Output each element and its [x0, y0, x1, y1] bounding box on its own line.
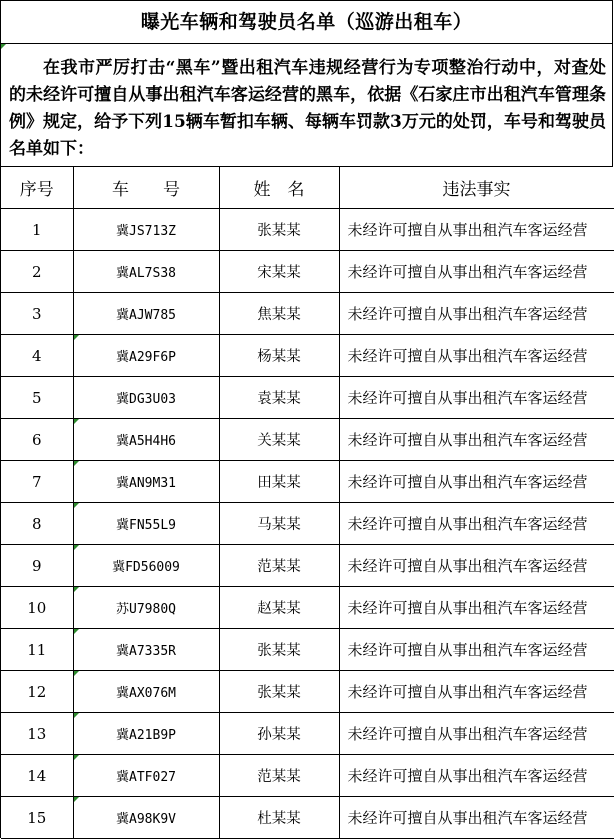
cell-marker: [74, 797, 79, 802]
row-seq: [1, 755, 73, 797]
row-seq-text: 10: [27, 598, 47, 617]
row-driver-name: [219, 293, 339, 335]
row-driver-name: [219, 461, 339, 503]
row-driver-name: [219, 251, 339, 293]
row-plate: [73, 503, 219, 545]
row-driver-name-text: 焦某某: [257, 307, 301, 323]
table-row: [1, 209, 614, 251]
table-row: [1, 671, 614, 713]
row-violation: [339, 335, 614, 377]
row-violation: [339, 797, 614, 839]
row-driver-name-text: 袁某某: [257, 391, 301, 407]
row-seq-text: 1: [31, 220, 42, 239]
row-driver-name-text: 范某某: [257, 559, 301, 575]
row-plate: [73, 797, 219, 839]
row-violation-text: 未经许可擅自从事出租汽车客运经营: [347, 683, 588, 701]
row-driver-name: [219, 503, 339, 545]
row-seq: [1, 209, 73, 251]
row-seq-text: 5: [31, 388, 42, 407]
row-driver-name: [219, 335, 339, 377]
cell-marker: [74, 755, 79, 760]
cell-marker: [74, 713, 79, 718]
row-seq: [1, 293, 73, 335]
row-plate-text: 冀AL7S38: [116, 266, 176, 281]
row-seq-text: 9: [31, 556, 42, 575]
row-violation: [339, 209, 614, 251]
row-driver-name-text: 关某某: [257, 433, 301, 449]
row-driver-name: [219, 629, 339, 671]
row-plate-text: 冀DG3U03: [116, 392, 176, 407]
row-driver-name-text: 宋某某: [257, 265, 301, 281]
row-seq: [1, 713, 73, 755]
row-seq: [1, 797, 73, 839]
intro-text: 在我市严厉打击“黑车”暨出租汽车违规经营行为专项整治行动中，对查处的未经许可擅自从事出租汽车客运经营的黑车，依据《石家庄市出租汽车管理条例》规定，给予下列15辆车暂扣车辆、每辆车罚款3万元的处罚，车号和驾驶员名单如下：: [9, 58, 606, 159]
row-violation: [339, 251, 614, 293]
row-seq-text: 2: [31, 262, 42, 281]
cell-marker: [74, 629, 79, 634]
table-row: [1, 755, 614, 797]
cell-marker: [74, 461, 79, 466]
row-plate: [73, 419, 219, 461]
row-plate: [73, 545, 219, 587]
row-seq-text: 11: [27, 640, 47, 659]
row-plate-text: 冀A98K9V: [116, 812, 176, 827]
table-row: [1, 545, 614, 587]
row-driver-name-text: 杜某某: [257, 811, 301, 827]
table-row: [1, 587, 614, 629]
row-plate-text: 冀JS713Z: [116, 224, 176, 239]
row-plate: [73, 587, 219, 629]
row-driver-name: [219, 587, 339, 629]
vehicle-table: [1, 167, 614, 839]
row-seq-text: 8: [31, 514, 42, 533]
row-violation: [339, 587, 614, 629]
row-plate: [73, 293, 219, 335]
row-violation: [339, 545, 614, 587]
row-violation-text: 未经许可擅自从事出租汽车客运经营: [347, 221, 588, 239]
table-header-row: [1, 167, 614, 209]
row-driver-name-text: 张某某: [257, 685, 301, 701]
row-plate-text: 冀A7335R: [116, 644, 176, 659]
table-row: [1, 797, 614, 839]
row-seq: [1, 377, 73, 419]
row-seq-text: 3: [31, 304, 42, 323]
cell-marker: [74, 419, 79, 424]
row-driver-name-text: 张某某: [257, 643, 301, 659]
row-violation: [339, 713, 614, 755]
row-violation-text: 未经许可擅自从事出租汽车客运经营: [347, 389, 588, 407]
header-seq: 序号: [1, 167, 73, 209]
table-row: [1, 377, 614, 419]
row-violation-text: 未经许可擅自从事出租汽车客运经营: [347, 347, 588, 365]
row-seq: [1, 629, 73, 671]
page-title: 曝光车辆和驾驶员名单（巡游出租车）: [1, 1, 613, 44]
row-violation: [339, 293, 614, 335]
cell-marker: [74, 671, 79, 676]
table-row: [1, 461, 614, 503]
row-seq-text: 6: [31, 430, 42, 449]
row-seq: [1, 419, 73, 461]
row-violation: [339, 377, 614, 419]
row-plate-text: 冀A5H4H6: [116, 434, 176, 449]
header-violation: 违法事实: [339, 167, 614, 209]
row-driver-name-text: 杨某某: [257, 349, 301, 365]
row-violation-text: 未经许可擅自从事出租汽车客运经营: [347, 305, 588, 323]
cell-marker: [74, 503, 79, 508]
row-violation-text: 未经许可擅自从事出租汽车客运经营: [347, 767, 588, 785]
row-violation-text: 未经许可擅自从事出租汽车客运经营: [347, 515, 588, 533]
row-plate: [73, 755, 219, 797]
row-violation-text: 未经许可擅自从事出租汽车客运经营: [347, 641, 588, 659]
row-seq-text: 14: [27, 766, 47, 785]
row-violation-text: 未经许可擅自从事出租汽车客运经营: [347, 599, 588, 617]
row-driver-name: [219, 755, 339, 797]
row-violation-text: 未经许可擅自从事出租汽车客运经营: [347, 431, 588, 449]
row-violation-text: 未经许可擅自从事出租汽车客运经营: [347, 263, 588, 281]
row-plate: [73, 629, 219, 671]
cell-marker: [74, 587, 79, 592]
row-violation-text: 未经许可擅自从事出租汽车客运经营: [347, 809, 588, 827]
header-plate: 车 号: [73, 167, 219, 209]
table-row: [1, 503, 614, 545]
intro-paragraph: [1, 44, 613, 167]
row-driver-name: [219, 545, 339, 587]
row-driver-name-text: 马某某: [257, 517, 301, 533]
row-driver-name-text: 张某某: [257, 223, 301, 239]
row-plate: [73, 377, 219, 419]
row-seq: [1, 461, 73, 503]
row-plate: [73, 461, 219, 503]
row-plate-text: 冀AJW785: [116, 308, 176, 323]
row-driver-name-text: 范某某: [257, 769, 301, 785]
row-plate-text: 冀FN55L9: [116, 518, 176, 533]
row-plate: [73, 713, 219, 755]
row-plate-text: 苏U7980Q: [116, 602, 176, 617]
row-seq-text: 4: [31, 346, 42, 365]
row-seq: [1, 671, 73, 713]
cell-marker: [74, 545, 79, 550]
row-seq: [1, 503, 73, 545]
row-violation: [339, 461, 614, 503]
header-name: 姓 名: [219, 167, 339, 209]
row-seq-text: 12: [27, 682, 47, 701]
table-row: [1, 629, 614, 671]
row-driver-name-text: 孙某某: [257, 727, 301, 743]
row-plate-text: 冀AN9M31: [116, 476, 176, 491]
row-driver-name-text: 田某某: [257, 475, 301, 491]
row-driver-name-text: 赵某某: [257, 601, 301, 617]
table-row: [1, 251, 614, 293]
row-driver-name: [219, 419, 339, 461]
table-body: [1, 209, 614, 839]
row-plate: [73, 209, 219, 251]
row-violation: [339, 629, 614, 671]
row-seq: [1, 545, 73, 587]
table-row: [1, 713, 614, 755]
table-row: [1, 419, 614, 461]
row-plate: [73, 335, 219, 377]
cell-marker: [1, 44, 6, 49]
row-violation: [339, 419, 614, 461]
row-seq: [1, 251, 73, 293]
row-driver-name: [219, 797, 339, 839]
row-seq-text: 7: [31, 472, 42, 491]
row-plate-text: 冀A29F6P: [116, 350, 176, 365]
table-row: [1, 335, 614, 377]
row-violation: [339, 503, 614, 545]
row-driver-name: [219, 671, 339, 713]
row-violation-text: 未经许可擅自从事出租汽车客运经营: [347, 725, 588, 743]
row-violation-text: 未经许可擅自从事出租汽车客运经营: [347, 557, 588, 575]
row-driver-name: [219, 209, 339, 251]
row-plate: [73, 251, 219, 293]
row-seq-text: 13: [27, 724, 47, 743]
row-plate-text: 冀FD56009: [112, 560, 180, 575]
row-plate-text: 冀A21B9P: [116, 728, 176, 743]
row-plate-text: 冀AX076M: [116, 686, 176, 701]
cell-marker: [74, 335, 79, 340]
row-violation: [339, 755, 614, 797]
row-seq: [1, 587, 73, 629]
row-driver-name: [219, 377, 339, 419]
row-seq: [1, 335, 73, 377]
table-row: [1, 293, 614, 335]
row-driver-name: [219, 713, 339, 755]
row-violation: [339, 671, 614, 713]
row-plate-text: 冀ATF027: [116, 770, 176, 785]
row-plate: [73, 671, 219, 713]
row-seq-text: 15: [27, 808, 47, 827]
row-violation-text: 未经许可擅自从事出租汽车客运经营: [347, 473, 588, 491]
